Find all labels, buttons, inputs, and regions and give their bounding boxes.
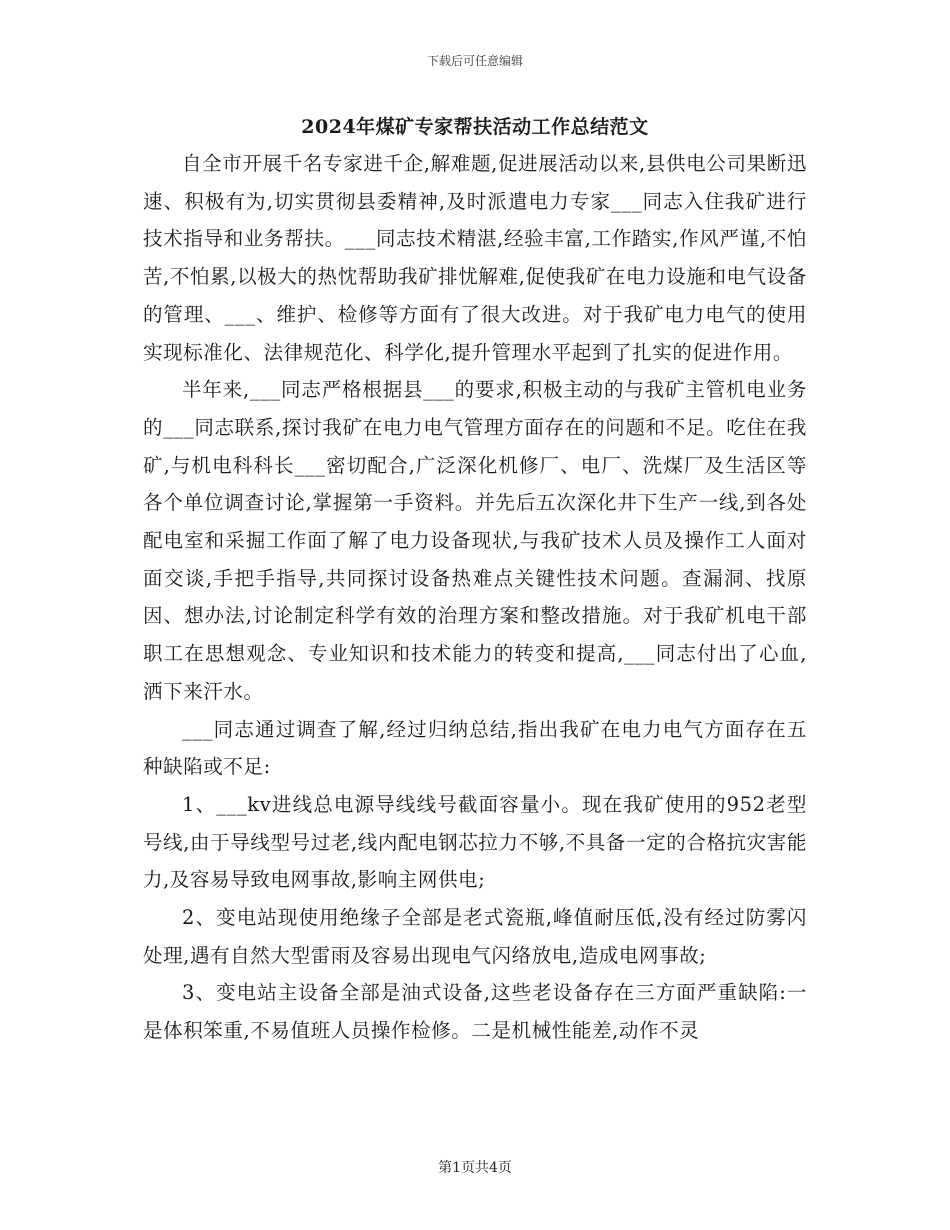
paragraph-3: ___同志通过调查了解,经过归纳总结,指出我矿在电力电气方面存在五种缺陷或不足: xyxy=(143,717,807,779)
paragraph-6: 3、变电站主设备全部是油式设备,这些老设备存在三方面严重缺陷:一是体积笨重,不易值班人员操作检修。二是机械性能差,动作不灵 xyxy=(143,981,807,1043)
header-note: 下载后可任意编辑 xyxy=(426,54,523,68)
paragraph-4: 1、___kv进线总电源导线线号截面容量小。现在我矿使用的952老型号线,由于导线型号过老,线内配电钢芯拉力不够,不具备一定的合格抗灾害能力,及容易导致电网事故,影响主网供电; xyxy=(143,792,807,892)
paragraph-5: 2、变电站现使用绝缘子全部是老式瓷瓶,峰值耐压低,没有经过防雾闪处理,遇有自然大型雷雨及容易出现电气闪络放电,造成电网事故; xyxy=(143,906,807,967)
document-body xyxy=(143,145,807,1050)
paragraph-2: 半年来,___同志严格根据县___的要求,积极主动的与我矿主管机电业务的___同志联系,探讨我矿在电力电气管理方面存在的问题和不足。吃住在我矿,与机电科科长___密切配合,广泛深化机修厂、电厂、洗煤厂及生活区等各个单位调查讨论,掌握第一手资料。并先后五次深化井下生产一线,到各处配电室和采掘工作面了解了电力设备现状,与我矿技术人员及操作工人面对面交谈,手把手指导,共同探讨设备热难点关键性技术问题。查漏洞、找原因、想办法,讨论制定科学有效的治理方案和整改措施。对于我矿机电干部职工在思想观念、专业知识和技术能力的转变和提高,___同志付出了心血,洒下来汗水。 xyxy=(143,378,807,703)
page-footer: 第1页共4页 xyxy=(438,1160,512,1176)
paragraph-1: 自全市开展千名专家进千企,解难题,促进展活动以来,县供电公司果断迅速、积极有为,切实贯彻县委精神,及时派遣电力专家___同志入住我矿进行技术指导和业务帮扶。___同志技术精湛,经验丰富,工作踏实,作风严谨,不怕苦,不怕累,以极大的热忱帮助我矿排忧解难,促使我矿在电力设施和电气设备的管理、___、维护、检修等方面有了很大改进。对于我矿电力电气的使用实现标准化、法律规范化、科学化,提升管理水平起到了扎实的促进作用。 xyxy=(143,152,807,364)
document-title: 2024年煤矿专家帮扶活动工作总结范文 xyxy=(301,116,649,138)
